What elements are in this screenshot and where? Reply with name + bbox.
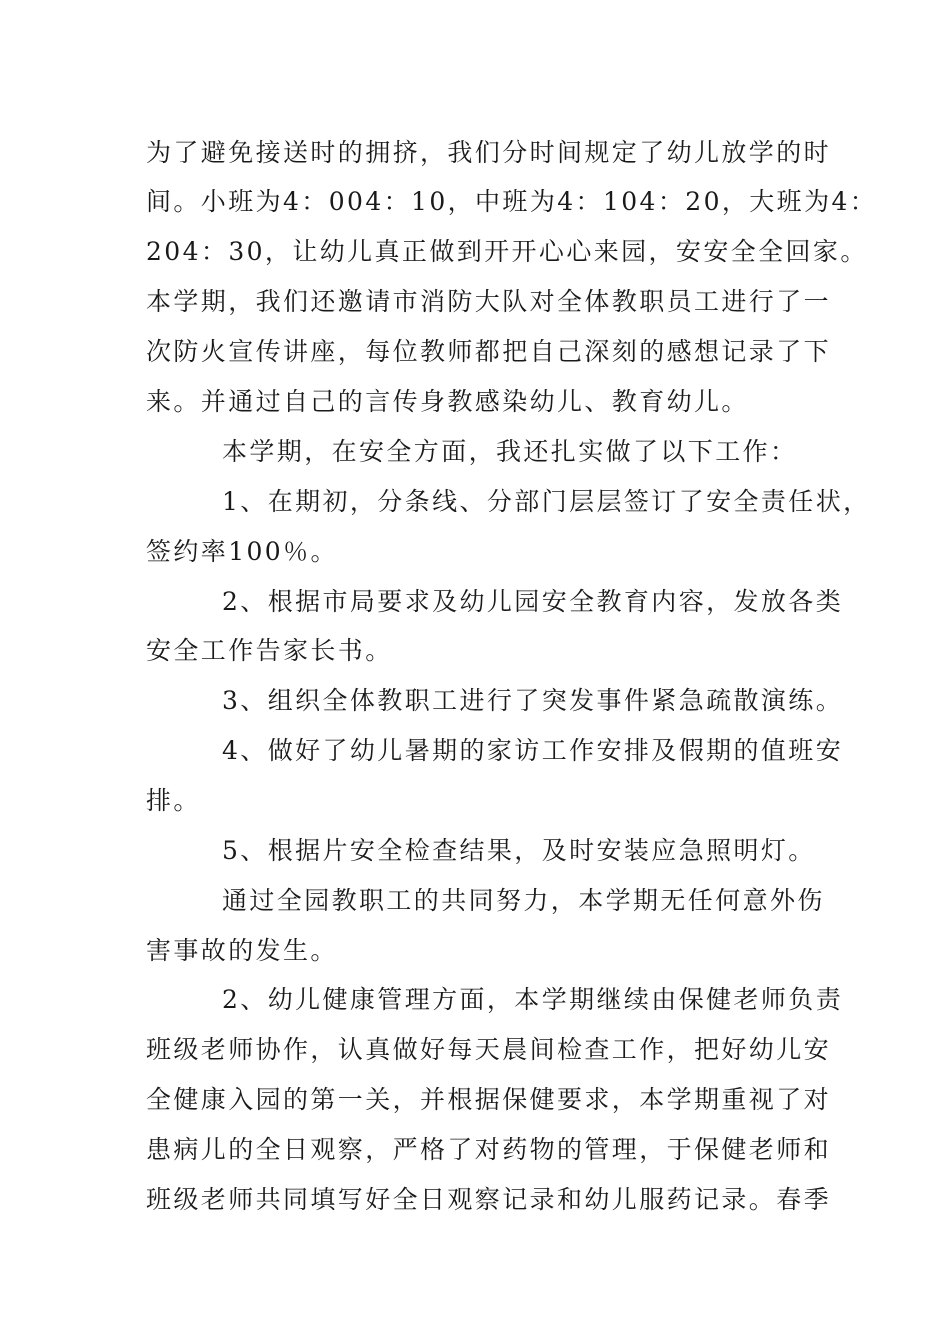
text-line: 2、幼儿健康管理方面，本学期继续由保健老师负责: [222, 985, 844, 1014]
text-line: 班级老师共同填写好全日观察记录和幼儿服药记录。春季: [146, 1185, 832, 1214]
text-line: 2、根据市局要求及幼儿园安全教育内容，发放各类: [222, 587, 844, 616]
text-line: 排。: [146, 786, 201, 815]
text-line: 204：30，让幼儿真正做到开开心心来园，安安全全回家。: [146, 237, 868, 266]
text-line: 本学期，我们还邀请市消防大队对全体教职员工进行了一: [146, 287, 832, 316]
text-line: 3、组织全体教职工进行了突发事件紧急疏散演练。: [222, 686, 844, 715]
text-line: 班级老师协作，认真做好每天晨间检查工作，把好幼儿安: [146, 1035, 832, 1064]
text-line: 签约率100％。: [146, 537, 338, 566]
text-line: 害事故的发生。: [146, 936, 338, 965]
text-line: 通过全园教职工的共同努力，本学期无任何意外伤: [222, 886, 825, 915]
text-line: 来。并通过自己的言传身教感染幼儿、教育幼儿。: [146, 387, 749, 416]
text-line: 本学期，在安全方面，我还扎实做了以下工作：: [222, 437, 798, 466]
text-line: 1、在期初，分条线、分部门层层签订了安全责任状，: [222, 487, 871, 516]
text-line: 全健康入园的第一关，并根据保健要求，本学期重视了对: [146, 1085, 832, 1114]
text-line: 安全工作告家长书。: [146, 636, 393, 665]
text-line: 间。小班为4：004：10，中班为4：104：20，大班为4：: [146, 187, 878, 216]
text-line: 次防火宣传讲座，每位教师都把自己深刻的感想记录了下: [146, 337, 832, 366]
text-line: 患病儿的全日观察，严格了对药物的管理，于保健老师和: [146, 1135, 832, 1164]
text-line: 为了避免接送时的拥挤，我们分时间规定了幼儿放学的时: [146, 138, 832, 167]
text-line: 4、做好了幼儿暑期的家访工作安排及假期的值班安: [222, 736, 844, 765]
text-line: 5、根据片安全检查结果，及时安装应急照明灯。: [222, 836, 816, 865]
